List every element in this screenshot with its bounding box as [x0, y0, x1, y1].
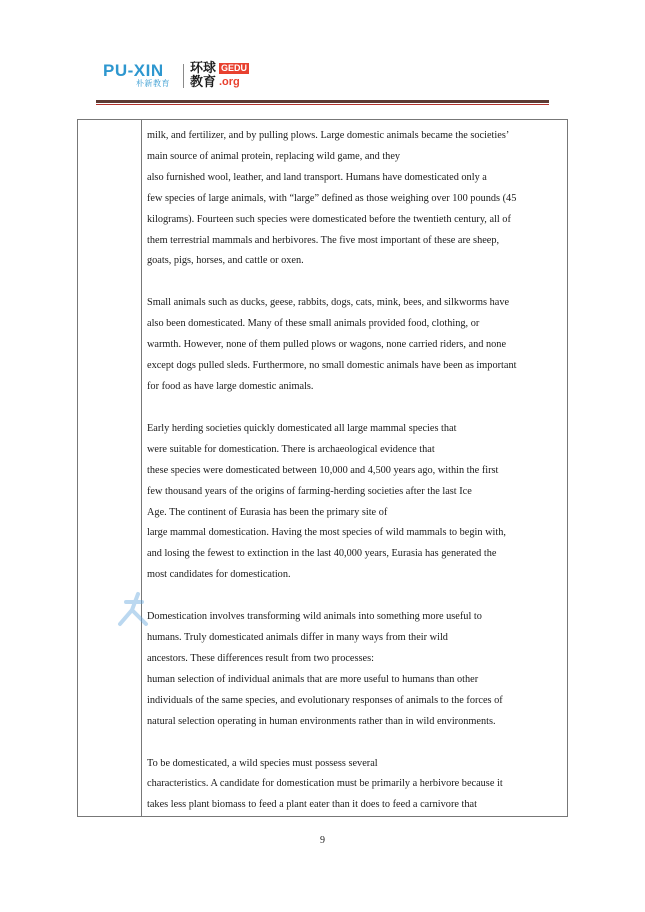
- gedu-logo-line1: 环球: [190, 61, 217, 76]
- paragraph: [147, 419, 562, 586]
- text-line: for food as have large domestic animals.: [147, 380, 314, 392]
- text-line: also been domesticated. Many of these small animals provided food, clothing, or: [147, 318, 480, 330]
- text-line: characteristics. A candidate for domestication must be primarily a herbivore because it: [147, 778, 503, 790]
- text-line: them terrestrial mammals and herbivores. The five most important of these are sheep,: [147, 234, 500, 246]
- text-line: humans. Truly domesticated animals differ in many ways from their wild: [147, 632, 448, 644]
- paragraph: [147, 293, 562, 398]
- text-line: these species were domesticated between 10,000 and 4,500 years ago, within the first: [147, 464, 499, 476]
- text-line: were suitable for domestication. There is archaeological evidence that: [147, 443, 435, 455]
- text-line: Early herding societies quickly domesticated all large mammal species that: [147, 422, 457, 434]
- paragraph: [147, 126, 562, 272]
- text-line: Domestication involves transforming wild animals into something more useful to: [147, 611, 482, 623]
- text-line: individuals of the same species, and evolutionary responses of animals to the forces of: [147, 694, 503, 706]
- text-line: milk, and fertilizer, and by pulling plows. Large domestic animals became the societies’: [147, 130, 510, 141]
- gedu-logo-badge: GEDU: [221, 63, 248, 73]
- header-rule: [96, 100, 549, 103]
- text-line: few species of large animals, with “large” defined as those weighing over 100 pounds (45: [147, 192, 517, 204]
- text-line: except dogs pulled sleds. Furthermore, no small domestic animals have been as important: [147, 360, 517, 372]
- table-column-divider: [141, 119, 142, 817]
- text-line: To be domesticated, a wild species must possess several: [147, 757, 378, 769]
- text-line: large mammal domestication. Having the most species of wild mammals to begin with,: [147, 527, 506, 539]
- text-line: main source of animal protein, replacing wild game, and they: [147, 150, 401, 162]
- paragraph: [147, 754, 562, 817]
- text-line: human selection of individual animals that are more useful to humans than other: [147, 673, 479, 685]
- text-line: natural selection operating in human environments rather than in wild environments.: [147, 715, 496, 727]
- paragraph: [147, 607, 562, 732]
- gedu-logo: [190, 61, 260, 91]
- document-body: [147, 126, 562, 837]
- text-line: few thousand years of the origins of farming-herding societies after the last Ice: [147, 485, 472, 497]
- text-line: kilograms). Fourteen such species were domesticated before the twentieth century, all of: [147, 213, 511, 225]
- text-line: ancestors. These differences result from two processes:: [147, 652, 374, 664]
- header-rule-accent: [96, 104, 549, 105]
- text-line: Age. The continent of Eurasia has been the primary site of: [147, 506, 388, 518]
- text-line: also furnished wool, leather, and land transport. Humans have domesticated only a: [147, 171, 487, 183]
- text-line: warmth. However, none of them pulled plows or wagons, none carried riders, and none: [147, 339, 507, 351]
- text-line: goats, pigs, horses, and cattle or oxen.: [147, 255, 304, 267]
- text-line: most candidates for domestication.: [147, 569, 291, 581]
- text-line: and losing the fewest to extinction in the last 40,000 years, Eurasia has generated the: [147, 548, 497, 560]
- puxin-logo-word: PU-XIN: [103, 61, 164, 80]
- puxin-logo: [103, 63, 177, 89]
- puxin-logo-subtitle: 朴新教育: [136, 79, 170, 88]
- logo-separator: [183, 64, 184, 88]
- text-line: Small animals such as ducks, geese, rabbits, dogs, cats, mink, bees, and silkworms have: [147, 297, 510, 309]
- text-line: takes less plant biomass to feed a plant eater than it does to feed a carnivore that: [147, 799, 477, 811]
- gedu-logo-line2: 教育: [190, 75, 217, 90]
- page-number: 9: [320, 835, 325, 846]
- page-header: [0, 0, 645, 120]
- gedu-logo-org: .org: [219, 76, 240, 88]
